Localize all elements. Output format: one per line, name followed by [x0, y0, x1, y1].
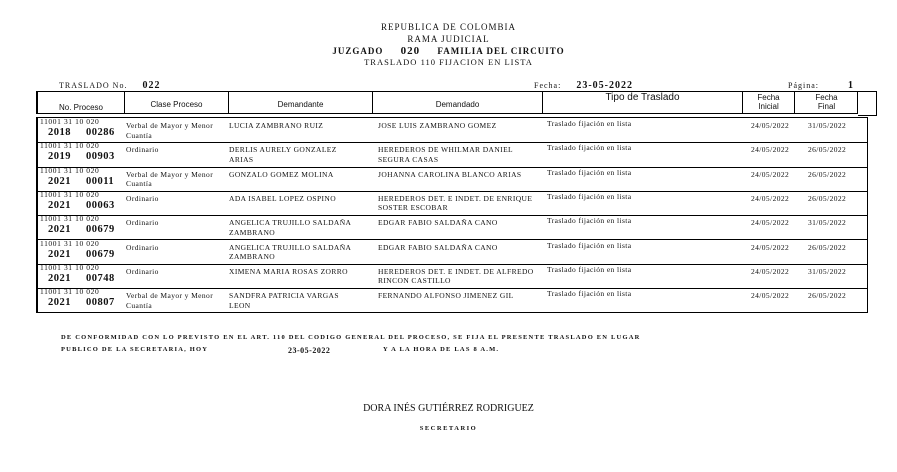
process-number: 00011 — [86, 175, 115, 187]
transfer-type: Traslado fijación en lista — [547, 289, 632, 299]
process-number: 00679 — [86, 248, 115, 260]
process-code: 11001 31 10 020 — [40, 214, 100, 224]
end-date: 26/05/2022 — [808, 291, 847, 301]
process-number: 00286 — [86, 127, 115, 138]
defendant: HEREDEROS DE WHILMAR DANIEL SEGURA CASAS — [378, 145, 513, 164]
traslado-number — [59, 80, 160, 91]
process-class: Verbal de Mayor y Menor Cuantía — [126, 291, 214, 310]
plaintiff: DERLIS AURELY GONZALEZ ARIAS — [229, 145, 337, 164]
process-table — [36, 117, 868, 313]
table-row — [38, 142, 868, 167]
process-year: 2021 — [48, 297, 71, 309]
end-date: 31/05/2022 — [808, 218, 847, 228]
plaintiff: SANDFRA PATRICIA VARGAS LEON — [229, 291, 339, 310]
start-date: 24/05/2022 — [751, 218, 790, 228]
col-demandado: Demandado — [373, 92, 543, 113]
process-year: 2021 — [48, 272, 71, 284]
court-number: 020 — [400, 45, 421, 57]
legal-notice-place: PUBLICO DE LA SECRETARIA, HOY — [61, 346, 209, 353]
process-number: 00903 — [86, 151, 115, 163]
traslado-value: 022 — [142, 80, 161, 91]
branch-title: RAMA JUDICIAL — [407, 34, 490, 44]
process-class: Ordinario — [126, 218, 159, 228]
defendant: FERNANDO ALFONSO JIMENEZ GIL — [378, 291, 514, 301]
legal-notice-date: 23-05-2022 — [288, 346, 331, 355]
end-date: 26/05/2022 — [808, 193, 847, 203]
col-fecha-final: Fecha Final — [815, 93, 838, 111]
end-date: 26/05/2022 — [808, 242, 847, 252]
col-tipo: Tipo de Traslado — [543, 92, 743, 113]
table-row — [38, 118, 868, 143]
plaintiff: XIMENA MARIA ROSAS ZORRO — [229, 266, 348, 276]
table-row — [38, 167, 868, 192]
page-value: 1 — [848, 80, 854, 91]
defendant: HEREDEROS DET. E INDET. DE ENRIQUE SOSTER ESCOBAR — [378, 193, 533, 213]
process-code: 11001 31 10 020 — [40, 238, 100, 248]
date-field — [534, 80, 633, 91]
process-year: 2021 — [48, 175, 71, 187]
process-number: 00748 — [86, 272, 115, 284]
defendant: JOSE LUIS ZAMBRANO GOMEZ — [378, 121, 497, 130]
process-code: 11001 31 10 020 — [40, 117, 100, 126]
court-prefix: JUZGADO — [332, 46, 384, 56]
signer-role: SECRETARIO — [419, 425, 478, 432]
transfer-type: Traslado fijación en lista — [547, 119, 632, 128]
court-title — [0, 45, 897, 57]
page-label: Página: — [788, 81, 819, 90]
start-date: 24/05/2022 — [751, 169, 790, 179]
date-label: Fecha: — [534, 81, 562, 90]
end-date: 26/05/2022 — [808, 145, 847, 155]
transfer-type: Traslado fijación en lista — [547, 191, 632, 201]
col-demandante: Demandante — [229, 92, 373, 113]
col-fecha-inicial: Fecha Inicial — [743, 92, 795, 113]
start-date: 24/05/2022 — [751, 145, 790, 155]
transfer-type: Traslado fijación en lista — [547, 167, 632, 177]
start-date: 24/05/2022 — [751, 266, 790, 276]
process-year: 2019 — [48, 151, 71, 163]
process-code: 11001 31 10 020 — [40, 141, 100, 151]
table-row — [38, 215, 868, 240]
process-number: 00807 — [86, 297, 115, 309]
start-date: 24/05/2022 — [751, 291, 790, 301]
process-year: 2021 — [48, 224, 71, 236]
defendant: EDGAR FABIO SALDAÑA CANO — [378, 218, 498, 228]
process-class: Verbal de Mayor y Menor Cuantía — [126, 169, 214, 189]
list-subtitle: TRASLADO 110 FIJACION EN LISTA — [364, 57, 533, 67]
process-class: Ordinario — [126, 193, 159, 203]
signer-name: DORA INÉS GUTIÉRREZ RODRIGUEZ — [363, 403, 534, 414]
end-date: 31/05/2022 — [808, 121, 847, 130]
table-row — [38, 240, 868, 265]
process-class: Verbal de Mayor y Menor Cuantía — [126, 121, 214, 140]
defendant: JOHANNA CAROLINA BLANCO ARIAS — [378, 169, 522, 179]
legal-notice-time: Y A LA HORA DE LAS 8 A.M. — [383, 346, 500, 353]
table-row — [38, 288, 868, 312]
traslado-label: TRASLADO No. — [59, 81, 128, 90]
process-year: 2021 — [48, 248, 71, 260]
plaintiff: LUCIA ZAMBRANO RUIZ — [229, 121, 324, 130]
table-row — [38, 264, 868, 289]
defendant: EDGAR FABIO SALDAÑA CANO — [378, 242, 498, 252]
transfer-type: Traslado fijación en lista — [547, 143, 632, 153]
plaintiff: GONZALO GOMEZ MOLINA — [229, 169, 334, 179]
start-date: 24/05/2022 — [751, 193, 790, 203]
transfer-type: Traslado fijación en lista — [547, 216, 632, 226]
process-class: Ordinario — [126, 266, 159, 276]
table-header — [36, 91, 858, 114]
legal-notice: DE CONFORMIDAD CON LO PREVISTO EN EL ART. 110 DEL CODIGO GENERAL DEL PROCESO, SE FIJA EL PRESENTE TRASLADO EN LUGAR — [61, 334, 641, 341]
republic-title: REPUBLICA DE COLOMBIA — [380, 22, 516, 32]
plaintiff: ADA ISABEL LOPEZ OSPINO — [229, 193, 337, 203]
process-class: Ordinario — [126, 145, 159, 155]
process-year: 2021 — [48, 199, 71, 211]
process-number: 00063 — [86, 199, 115, 211]
process-class: Ordinario — [126, 242, 159, 252]
end-date: 31/05/2022 — [808, 266, 847, 276]
page-field — [788, 80, 854, 91]
court-suffix: FAMILIA DEL CIRCUITO — [437, 46, 565, 56]
plaintiff: ANGELICA TRUJILLO SALDAÑA ZAMBRANO — [229, 242, 351, 261]
date-value: 23-05-2022 — [576, 80, 633, 91]
process-code: 11001 31 10 020 — [40, 287, 100, 297]
start-date: 24/05/2022 — [751, 121, 790, 130]
end-date: 26/05/2022 — [808, 169, 847, 179]
transfer-type: Traslado fijación en lista — [547, 240, 632, 250]
process-code: 11001 31 10 020 — [40, 189, 100, 199]
process-year: 2018 — [48, 127, 71, 138]
table-row — [38, 191, 868, 216]
process-code: 11001 31 10 020 — [40, 165, 100, 175]
plaintiff: ANGELICA TRUJILLO SALDAÑA ZAMBRANO — [229, 218, 351, 237]
col-proceso: No. Proceso — [38, 92, 125, 113]
col-clase: Clase Proceso — [125, 92, 229, 113]
defendant: HEREDEROS DET. E INDET. DE ALFREDO RINCON CASTILLO — [378, 266, 534, 286]
process-code: 11001 31 10 020 — [40, 262, 100, 272]
transfer-type: Traslado fijación en lista — [547, 264, 632, 274]
process-number: 00679 — [86, 224, 115, 236]
start-date: 24/05/2022 — [751, 242, 790, 252]
header-extra-cell — [858, 91, 877, 116]
